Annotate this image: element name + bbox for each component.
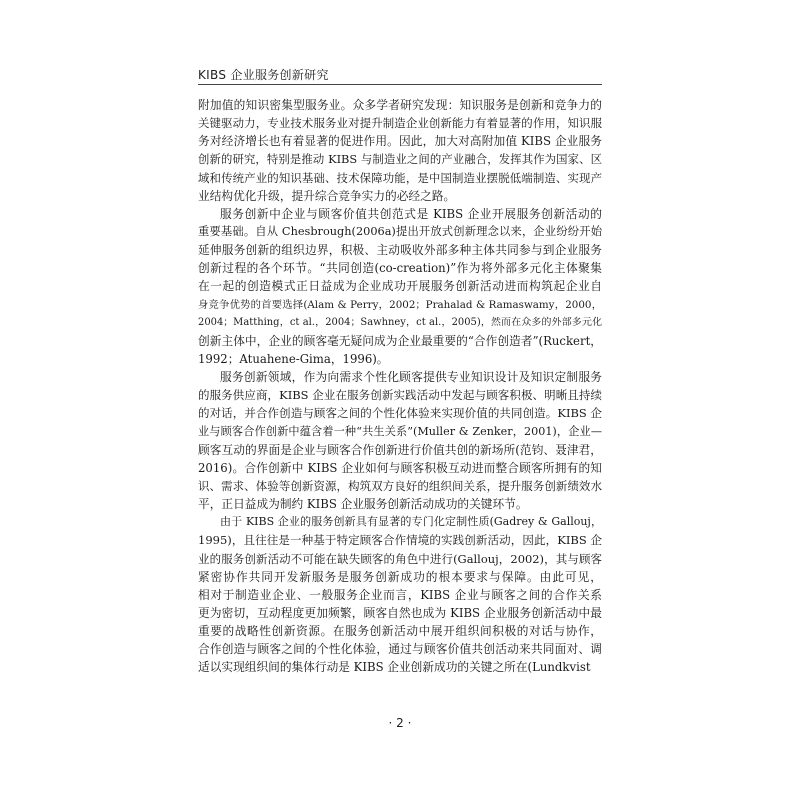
text-line: 创新过程的各个环节。“共同创造(co-creation)”作为将外部多元化主体聚集 [198,261,602,276]
text-line: 的对话，并合作创造与顾客之间的个性化体验来实现价值的共同创造。KIBS 企 [198,406,602,421]
text-line: 附加值的知识密集型服务业。众多学者研究发现：知识服务是创新和竞争力的 [198,98,602,112]
text-line: 1992；Atuahene-Gima，1996)。 [198,351,389,366]
text-line: 更为密切，互动程度更加频繁，顾客自然也成为 KIBS 企业服务创新活动中最 [198,605,602,620]
text-line: 务对经济增长也有着显著的促进作用。因此，加大对高附加值 KIBS 企业服务 [198,134,602,149]
text-line: 识、需求、体验等创新资源，构筑双方良好的组织间关系，提升服务创新绩效水 [198,478,602,493]
text-line: 延伸服务创新的组织边界，积极、主动吸收外部多种主体共同参与到企业服务 [198,243,602,258]
text-line: 适以实现组织间的集体行动是 KIBS 企业创新成功的关键之所在(Lundkvist [198,660,591,675]
paragraph [198,513,602,676]
text-line: 的服务供应商，KIBS 企业在服务创新实践活动中发起与顾客积极、明晰且持续 [198,388,602,403]
text-line: 重要的战略性创新资源。在服务创新活动中展开组织间积极的对话与协作， [198,624,602,639]
text-line: 创新主体中，企业的顾客毫无疑问成为企业最重要的“合作创造者”(Ruckert， [198,333,602,348]
text-line: 服务创新领域，作为向需求个性化顾客提供专业知识设计及知识定制服务 [220,370,602,385]
text-line: 相对于制造业企业、一般服务企业而言，KIBS 企业与顾客之间的合作关系 [198,587,602,602]
text-line: 1995)，且往往是一种基于特定顾客合作情境的实践创新活动，因此，KIBS 企 [198,533,602,548]
text-line: 业与顾客合作创新中蕴含着一种“共生关系”(Muller & Zenker，2001)，企业— [198,424,602,438]
text-line: 身竞争优势的首要选择(Alam & Perry，2002；Prahalad & Ramaswamy，2000， [198,298,602,311]
text-line: 在一起的创造模式正日益成为企业成功开展服务创新活动进而构筑起企业自 [198,279,602,294]
text-line: 创新的研究，特别是推动 KIBS 与制造业之间的产业融合，发挥其作为国家、区 [198,152,602,167]
running-header: KIBS 企业服务创新研究 [198,68,329,82]
text-line: 2004；Matthing，ct al.，2004；Sawhney，ct al.，2005)，然而在众多的外部多元化 [198,316,602,328]
text-line: 紧密协作共同开发新服务是服务创新成功的根本要求与保障。由此可见， [198,569,602,584]
text-line: 域和传统产业的知识基础、技术保障功能，是中国制造业摆脱低端制造、实现产 [198,170,602,185]
paragraph [198,96,602,205]
text-line: 重要基础。自从 Chesbrough(2006a)提出开放式创新理念以来，企业纷纷开始 [198,224,602,238]
text-line: 顾客互动的界面是企业与顾客合作创新进行价值共创的新场所(范钧、聂津君， [198,442,602,457]
text-line: 2016)。合作创新中 KIBS 企业如何与顾客积极互动进而整合顾客所拥有的知 [198,460,602,475]
text-line: 业结构优化升级，提升综合竞争实力的必经之路。 [198,188,456,203]
text-line: 关键驱动力，专业技术服务业对提升制造企业创新能力有着显著的作用，知识服 [198,116,602,131]
text-line: 平，正日益成为制约 KIBS 企业服务创新活动成功的关键环节。 [198,497,528,512]
text-line: 服务创新中企业与顾客价值共创范式是 KIBS 企业开展服务创新活动的 [220,206,602,221]
body-text [198,96,602,677]
header-rule [198,84,602,85]
paragraph [198,368,602,513]
paragraph [198,205,602,368]
text-line: 合作创造与顾客之间的个性化体验，通过与顾客价值共创活动来共同面对、调 [198,642,602,657]
page-number: · 2 · [388,716,412,730]
text-line: 由于 KIBS 企业的服务创新具有显著的专门化定制性质(Gadrey & Gallouj， [220,515,602,529]
text-line: 业的服务创新活动不可能在缺失顾客的角色中进行(Gallouj，2002)，其与顾客 [198,551,602,566]
